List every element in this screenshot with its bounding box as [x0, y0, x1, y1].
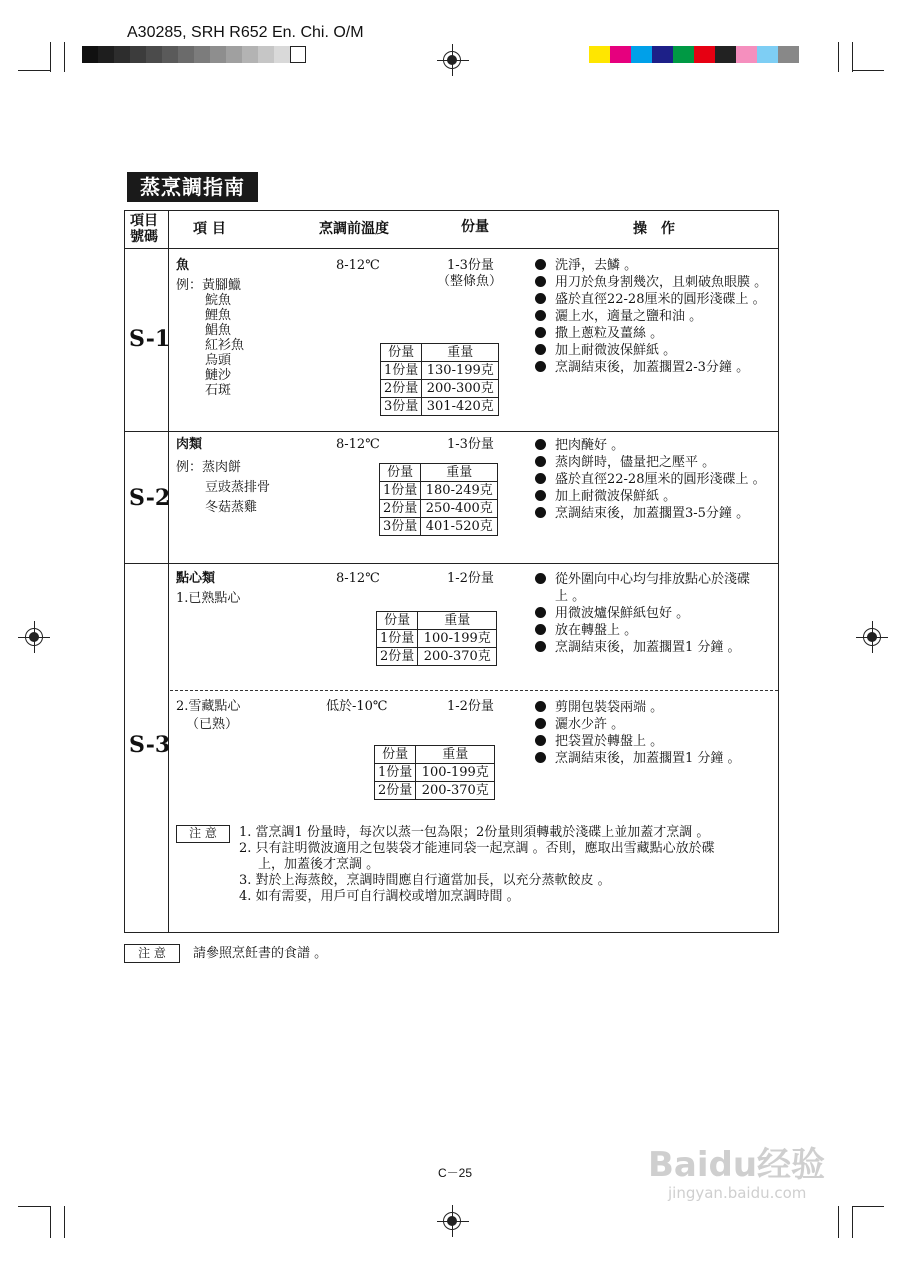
list-item: 烹調結束後，加蓋擱置1 分鐘 。 [533, 639, 750, 656]
list-item: 把肉醃好 。 [533, 437, 766, 454]
column-header-item: 項 目 [193, 221, 226, 237]
page-number: C－25 [438, 1166, 473, 1180]
calibration-swatch [274, 46, 290, 63]
s1-quantity: 1-3份量 [447, 258, 494, 273]
s3-sub2-quantity: 1-2份量 [447, 699, 494, 714]
s1-item-name: 魚 [176, 258, 190, 273]
s3-sub1-weight-table: 份量 重量 1份量 100-199克 2份量 200-370克 [376, 611, 497, 666]
list-item: 放在轉盤上 。 [533, 622, 750, 639]
s1-example-list: 例：黃腳鱲 鯇魚 鯉魚 鯧魚 紅衫魚 烏頭 鰱沙 石斑 [176, 278, 245, 398]
s1-operation-steps [533, 257, 767, 376]
calibration-swatch [130, 46, 146, 63]
watermark-url: jingyan.baidu.com [668, 1184, 807, 1202]
s2-quantity: 1-3份量 [447, 437, 494, 452]
list-item: 用刀於魚身割幾次，且刺破魚眼膜 。 [533, 274, 767, 291]
gray-calibration-bar [82, 46, 306, 63]
calibration-swatch [673, 46, 694, 63]
list-item: 洗淨，去鱗 。 [533, 257, 767, 274]
footer-note-label: 注 意 [124, 944, 180, 963]
s1-weight-table: 份量 重量 1份量 130-199克 2份量 200-300克 3份量 301-420克 [380, 343, 499, 416]
s3-sub2-temperature: 低於-10℃ [326, 699, 388, 714]
calibration-swatch [290, 46, 306, 63]
s2-item-name: 肉類 [176, 437, 203, 452]
calibration-swatch [589, 46, 610, 63]
item-code-s3: S-3 [129, 732, 171, 758]
calibration-swatch [98, 46, 114, 63]
calibration-swatch [757, 46, 778, 63]
calibration-swatch [694, 46, 715, 63]
column-header-qty: 份量 [461, 219, 489, 235]
s3-sub1-name: 1.已熟點心 [176, 591, 241, 606]
calibration-swatch [210, 46, 226, 63]
subsection-dashed-divider [170, 690, 778, 691]
calibration-swatch [146, 46, 162, 63]
list-item: 烹調結束後，加蓋擱置1 分鐘 。 [533, 750, 741, 767]
list-item: 蒸肉餅時，儘量把之壓平 。 [533, 454, 766, 471]
s3-notes [239, 825, 715, 905]
list-item: 加上耐微波保鮮紙 。 [533, 342, 767, 359]
calibration-swatch [242, 46, 258, 63]
calibration-swatch [652, 46, 673, 63]
s3-sub2-name: 2.雪藏點心 [176, 699, 241, 714]
list-item: 灑上水，適量之鹽和油 。 [533, 308, 767, 325]
calibration-swatch [114, 46, 130, 63]
list-item: 盛於直徑22-28厘米的圓形淺碟上 。 [533, 471, 766, 488]
color-calibration-bar [589, 46, 799, 63]
list-item: 上 。 [555, 589, 586, 604]
calibration-swatch [736, 46, 757, 63]
s3-item-name: 點心類 [176, 571, 216, 586]
note-line: 1. 當烹調1 份量時，每次以蒸一包為限；2份量則須轉載於淺碟上並加蓋才烹調 。 [239, 825, 710, 840]
list-item: 用微波爐保鮮紙包好 。 [533, 605, 750, 622]
row-divider [125, 563, 778, 564]
list-item: 盛於直徑22-28厘米的圓形淺碟上 。 [533, 291, 767, 308]
s2-weight-table: 份量 重量 1份量 180-249克 2份量 250-400克 3份量 401-520克 [379, 463, 498, 536]
calibration-swatch [258, 46, 274, 63]
footer-note-text: 請參照烹飪書的食譜 。 [193, 946, 328, 961]
s2-operation-steps [533, 437, 766, 522]
s3-sub2-note: （已熟） [186, 717, 239, 732]
watermark-brand: Baidu经验 [648, 1145, 826, 1185]
note-line: 3. 對於上海蒸餃，烹調時間應自行適當加長，以充分蒸軟餃皮 。 [239, 873, 611, 888]
s2-example-list: 例：蒸肉餅 豆豉蒸排骨 冬菇蒸雞 [176, 460, 271, 515]
calibration-swatch [226, 46, 242, 63]
note-line: 上，加蓋後才烹調 。 [258, 857, 380, 872]
column-header-temp: 烹調前溫度 [319, 221, 389, 237]
list-item: 剪開包裝袋兩端 。 [533, 699, 741, 716]
list-item: 把袋置於轉盤上 。 [533, 733, 741, 750]
calibration-swatch [194, 46, 210, 63]
calibration-swatch [162, 46, 178, 63]
item-code-s1: S-1 [129, 326, 171, 352]
list-item: 撒上蔥粒及薑絲 。 [533, 325, 767, 342]
s2-temperature: 8-12℃ [336, 437, 380, 452]
list-item: 烹調結束後，加蓋擱置2-3分鐘 。 [533, 359, 767, 376]
s3-note-label: 注 意 [176, 825, 230, 843]
s3-sub2-weight-table: 份量 重量 1份量 100-199克 2份量 200-370克 [374, 745, 495, 800]
list-item: 從外圍向中心均勻排放點心於淺碟 [533, 571, 750, 588]
calibration-swatch [715, 46, 736, 63]
column-header-code: 項目 號碼 [130, 213, 158, 245]
code-column-divider [168, 211, 169, 933]
calibration-swatch [178, 46, 194, 63]
list-item: 灑水少許 。 [533, 716, 741, 733]
header-divider [125, 248, 778, 249]
baidu-watermark [648, 1146, 825, 1202]
calibration-swatch [778, 46, 799, 63]
s3-sub1-temperature: 8-12℃ [336, 571, 380, 586]
calibration-swatch [610, 46, 631, 63]
column-header-ops: 操 作 [633, 221, 675, 237]
s3-sub2-operation-steps [533, 699, 741, 767]
section-title: 蒸烹調指南 [127, 172, 258, 202]
row-divider [125, 431, 778, 432]
document-header: A30285, SRH R652 En. Chi. O/M [127, 24, 364, 41]
s1-quantity-note: （整條魚） [437, 274, 503, 289]
s3-sub1-operation-steps [533, 571, 750, 656]
note-line: 2. 只有註明微波適用之包裝袋才能連同袋一起烹調 。否則，應取出雪藏點心放於碟 [239, 841, 715, 856]
list-item: 烹調結束後，加蓋擱置3-5分鐘 。 [533, 505, 766, 522]
s3-sub1-quantity: 1-2份量 [447, 571, 494, 586]
list-item: 加上耐微波保鮮紙 。 [533, 488, 766, 505]
s1-temperature: 8-12℃ [336, 258, 380, 273]
calibration-swatch [82, 46, 98, 63]
note-line: 4. 如有需要，用戶可自行調校或增加烹調時間 。 [239, 889, 520, 904]
calibration-swatch [631, 46, 652, 63]
item-code-s2: S-2 [129, 485, 171, 511]
